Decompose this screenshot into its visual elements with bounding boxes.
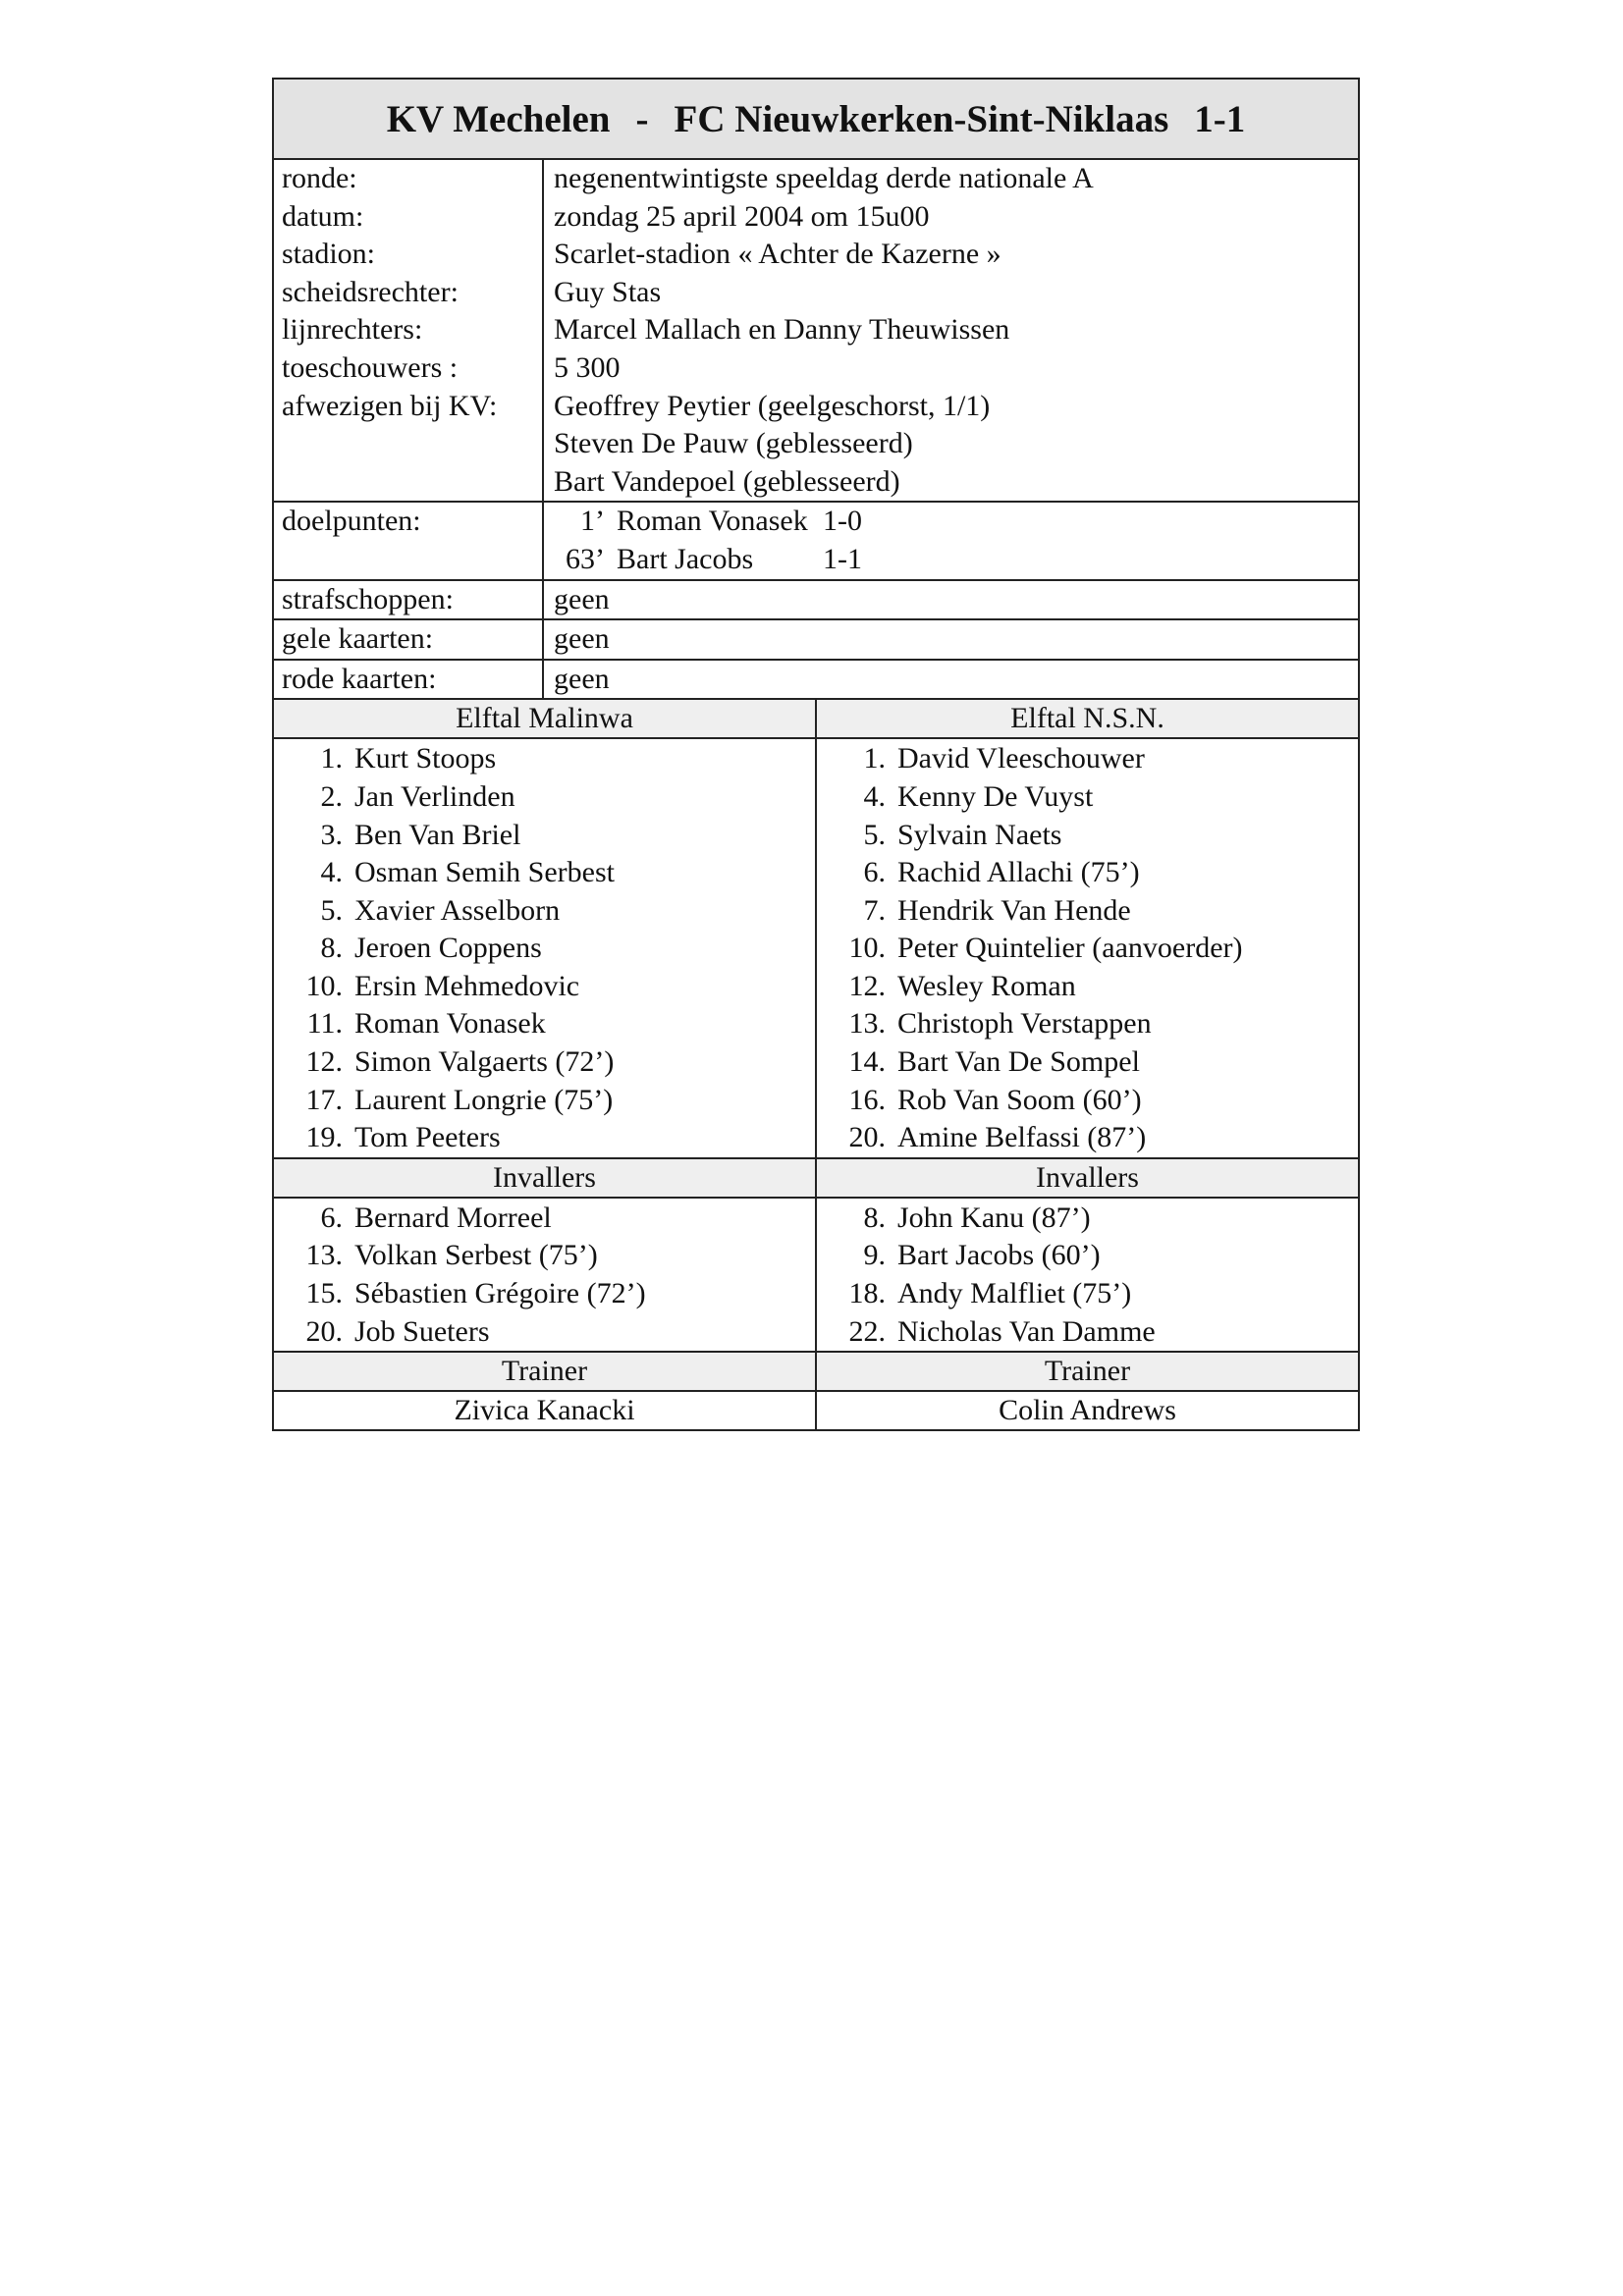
home-trainer-name: Zivica Kanacki <box>454 1394 635 1427</box>
list-item: 19. Tom Peeters <box>305 1121 501 1154</box>
home-subs-header: Invallers <box>274 1159 815 1199</box>
goal-scorer: Roman Vonasek <box>617 505 808 538</box>
home-trainer-header: Trainer <box>274 1353 815 1392</box>
yellow-cards-value: geen <box>554 622 610 656</box>
date-label: datum: <box>282 199 364 233</box>
penalties-row <box>274 581 1358 621</box>
final-score: 1-1 <box>1194 97 1246 140</box>
list-item: 6. Rachid Allachi (75’) <box>863 856 1140 889</box>
red-cards-label: rode kaarten: <box>274 661 544 699</box>
goals-label: doelpunten: <box>282 505 421 538</box>
away-lineup-column <box>817 700 1358 1429</box>
lineups-section <box>274 700 1358 1429</box>
home-subs-list <box>274 1199 815 1353</box>
title-separator: - <box>635 97 649 140</box>
list-item: 5. Xavier Asselborn <box>320 893 561 927</box>
penalties-value: geen <box>554 582 610 615</box>
goal-minute: 1’ <box>580 505 605 538</box>
list-item: 20. Job Sueters <box>305 1314 490 1348</box>
info-labels <box>274 160 544 501</box>
stadium-value: Scarlet-stadion « Achter de Kazerne » <box>554 238 1001 271</box>
list-item: 18. Andy Malfliet (75’) <box>848 1277 1132 1310</box>
yellow-cards-row <box>274 620 1358 661</box>
attendance-label: toeschouwers : <box>282 350 459 384</box>
yellow-cards-label: gele kaarten: <box>274 620 544 659</box>
absentees-label: afwezigen bij KV: <box>282 389 498 422</box>
away-trainer-header: Trainer <box>817 1353 1358 1392</box>
list-item: 2. Jan Verlinden <box>320 779 515 813</box>
away-team-name: FC Nieuwkerken-Sint-Niklaas <box>674 97 1169 140</box>
list-item: 16. Rob Van Soom (60’) <box>848 1083 1142 1116</box>
away-trainer-name: Colin Andrews <box>999 1394 1176 1427</box>
list-item: 8. John Kanu (87’) <box>863 1201 1091 1234</box>
match-report-table <box>272 78 1360 1431</box>
goal-minute: 63’ <box>566 542 605 575</box>
list-item: 1. David Vleeschouwer <box>863 742 1145 775</box>
list-item: 7. Hendrik Van Hende <box>863 893 1131 927</box>
referee-label: scheidsrechter: <box>282 275 459 308</box>
attendance-value: 5 300 <box>554 350 621 384</box>
linesmen-value: Marcel Mallach en Danny Theuwissen <box>554 313 1010 347</box>
list-item: 9. Bart Jacobs (60’) <box>863 1239 1101 1272</box>
away-subs-list <box>817 1199 1358 1353</box>
home-lineup-header: Elftal Malinwa <box>274 700 815 739</box>
goal-row <box>554 503 1358 541</box>
goal-scorer: Bart Jacobs <box>617 542 754 575</box>
list-item: 4. Osman Semih Serbest <box>320 856 615 889</box>
list-item: 4. Kenny De Vuyst <box>863 779 1094 813</box>
away-lineup-header: Elftal N.S.N. <box>817 700 1358 739</box>
list-item: 6. Bernard Morreel <box>320 1201 552 1234</box>
goals-section <box>274 503 1358 580</box>
list-item: 11. Roman Vonasek <box>306 1007 546 1041</box>
linesmen-label: lijnrechters: <box>282 313 423 347</box>
match-info-section <box>274 160 1358 503</box>
round-value: negenentwintigste speeldag derde nationale A <box>554 162 1094 194</box>
list-item: 22. Nicholas Van Damme <box>848 1314 1156 1348</box>
list-item: 12. Wesley Roman <box>848 969 1076 1002</box>
round-label: ronde: <box>282 162 357 194</box>
away-starting-list <box>817 739 1358 1159</box>
date-value: zondag 25 april 2004 om 15u00 <box>554 199 930 233</box>
list-item: 5. Sylvain Naets <box>863 818 1062 851</box>
list-item: 3. Ben Van Briel <box>320 818 521 851</box>
list-item: 8. Jeroen Coppens <box>320 932 542 965</box>
list-item: 10. Ersin Mehmedovic <box>305 969 580 1002</box>
list-item: 10. Peter Quintelier (aanvoerder) <box>848 932 1243 965</box>
absentee-item: Bart Vandepoel (geblesseerd) <box>554 464 900 498</box>
penalties-label: strafschoppen: <box>274 581 544 619</box>
home-starting-list <box>274 739 815 1159</box>
home-team-name: KV Mechelen <box>386 97 611 140</box>
red-cards-row <box>274 661 1358 701</box>
away-subs-header: Invallers <box>817 1159 1358 1199</box>
list-item: 20. Amine Belfassi (87’) <box>848 1121 1147 1154</box>
absentee-item: Geoffrey Peytier (geelgeschorst, 1/1) <box>554 389 991 422</box>
list-item: 15. Sébastien Grégoire (72’) <box>305 1277 646 1310</box>
absentee-item: Steven De Pauw (geblesseerd) <box>554 427 913 460</box>
match-title <box>274 80 1358 160</box>
list-item: 1. Kurt Stoops <box>320 742 497 775</box>
goal-row <box>554 541 1358 579</box>
stadium-label: stadion: <box>282 238 375 271</box>
referee-value: Guy Stas <box>554 275 662 308</box>
list-item: 12. Simon Valgaerts (72’) <box>305 1045 615 1079</box>
goal-score: 1-1 <box>823 542 862 575</box>
info-values <box>544 160 1358 501</box>
list-item: 13. Volkan Serbest (75’) <box>305 1239 598 1272</box>
red-cards-value: geen <box>554 662 610 695</box>
home-lineup-column <box>274 700 817 1429</box>
list-item: 17. Laurent Longrie (75’) <box>305 1083 614 1116</box>
list-item: 13. Christoph Verstappen <box>848 1007 1152 1041</box>
goal-score: 1-0 <box>823 505 862 538</box>
list-item: 14. Bart Van De Sompel <box>848 1045 1140 1079</box>
